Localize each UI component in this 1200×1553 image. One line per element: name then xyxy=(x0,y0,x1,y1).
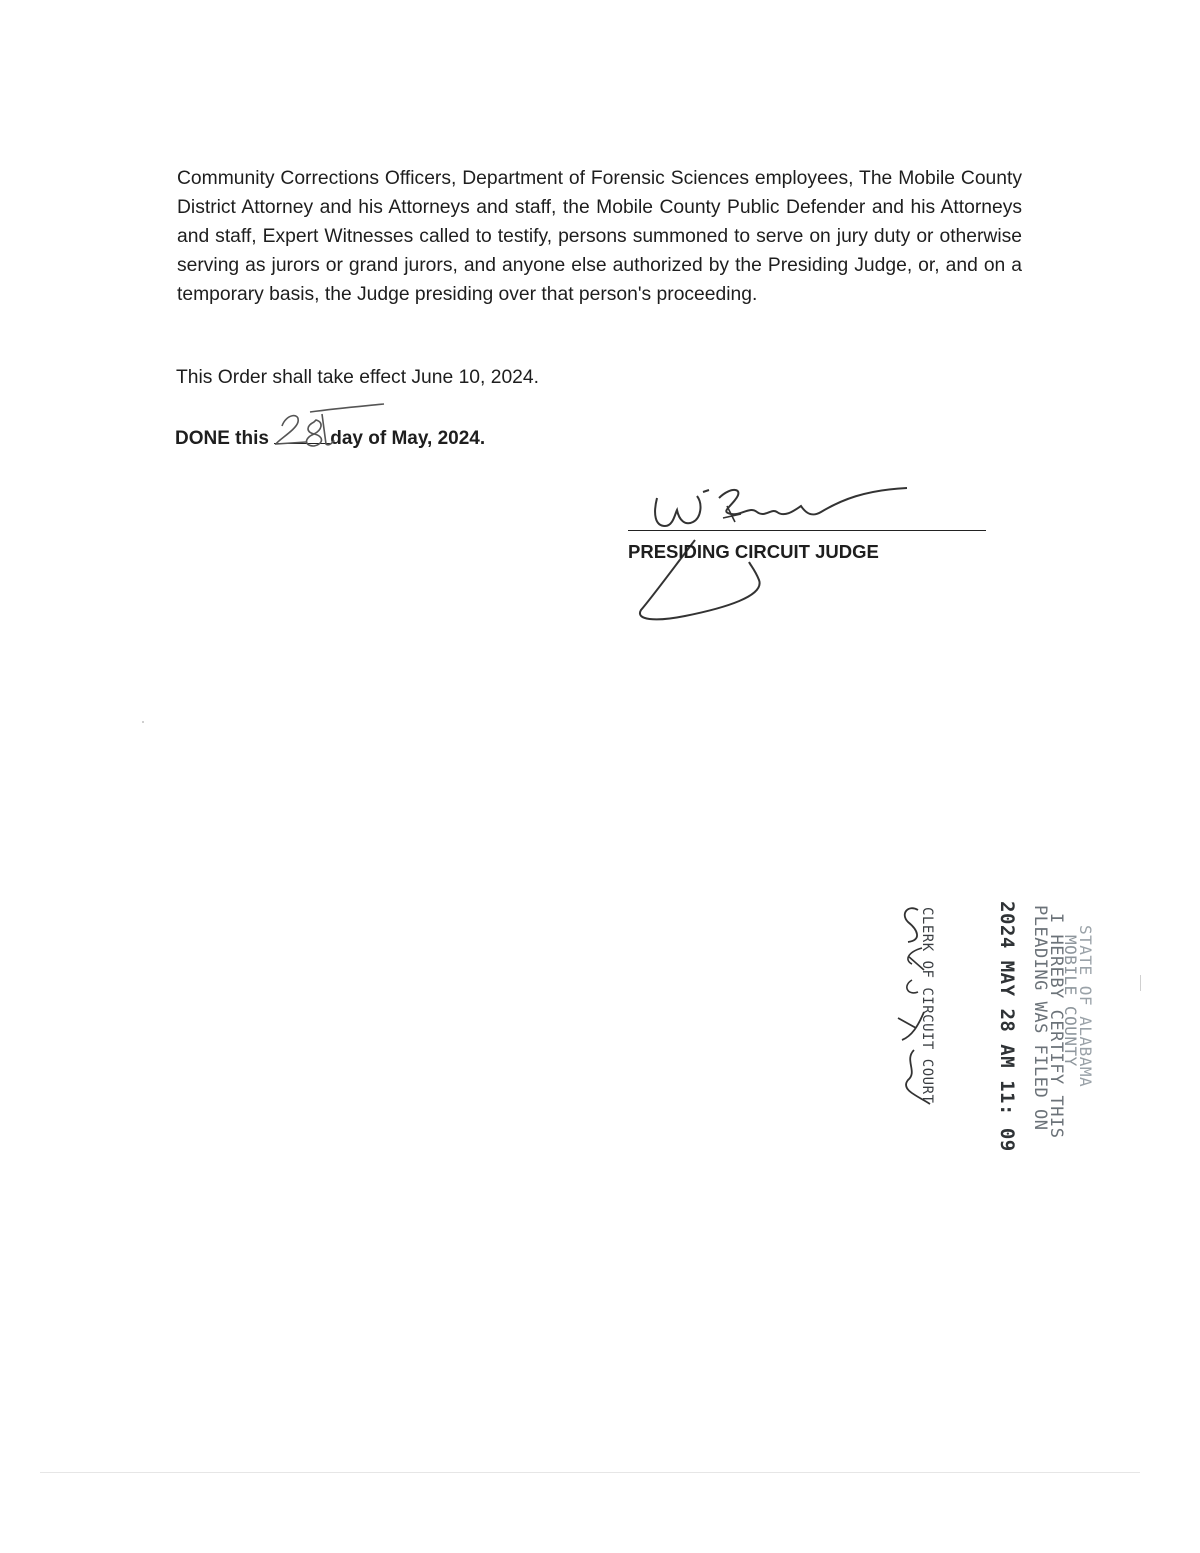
body-paragraph: Community Corrections Officers, Department of Forensic Sciences employees, The Mobile County District Attorney and his Attorneys and staff, the Mobile County Public Defender and his Attorneys and staff, Expert Witnesses called to testify, persons summoned to serve on jury duty or otherwise serving as jurors or grand jurors, and anyone else authorized by the Presiding Judge, or, and on a temporary basis, the Judge presiding over that person's proceeding. xyxy=(177,168,1022,305)
done-prefix: DONE this xyxy=(175,428,269,449)
signature-line xyxy=(628,530,986,531)
signer-title: PRESIDING CIRCUIT JUDGE xyxy=(628,541,879,562)
stamp-pleading: PLEADING WAS FILED ON xyxy=(1030,905,1050,1131)
stamp-datetime: 2024 MAY 28 AM 11: 09 xyxy=(996,901,1018,1152)
handwritten-day-signature xyxy=(270,400,400,452)
stamp-certify: I HEREBY CERTIFY THIS xyxy=(1046,913,1066,1139)
stamp-state: STATE OF ALABAMA xyxy=(1076,925,1095,1088)
scan-artifact-line xyxy=(40,1472,1140,1473)
scan-artifact-edge xyxy=(1140,975,1141,991)
stamp-clerk-title: CLERK OF CIRCUIT COURT xyxy=(919,907,935,1104)
scan-artifact-dot xyxy=(142,721,144,723)
stamp-county: MOBILE COUNTY xyxy=(1061,935,1080,1067)
effective-date-line: This Order shall take effect June 10, 2024. xyxy=(176,367,539,388)
done-suffix: day of May, 2024. xyxy=(330,428,486,449)
clerk-signature xyxy=(878,900,938,1110)
